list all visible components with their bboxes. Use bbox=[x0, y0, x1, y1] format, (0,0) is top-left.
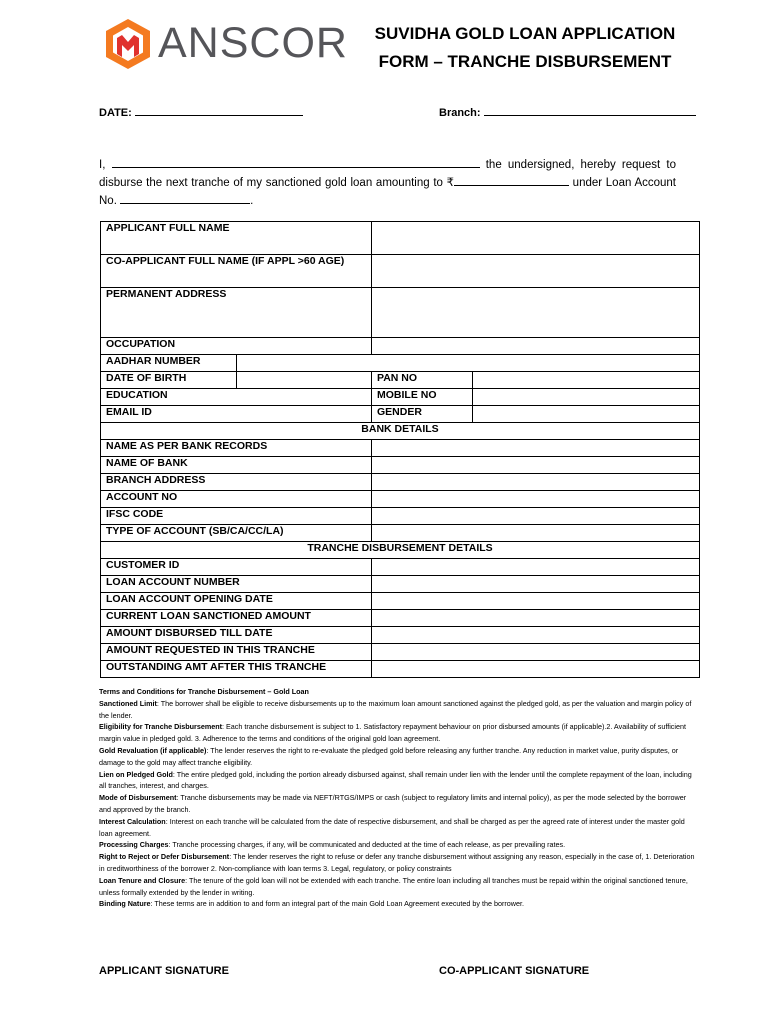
bank-row-input[interactable] bbox=[372, 474, 700, 491]
applicant-name-blank[interactable] bbox=[112, 158, 480, 168]
branch-blank[interactable] bbox=[484, 105, 696, 116]
aadhar-label: AADHAR NUMBER bbox=[101, 355, 237, 372]
tranche-row-label: LOAN ACCOUNT NUMBER bbox=[101, 576, 372, 593]
request-paragraph bbox=[99, 156, 676, 210]
address-label: PERMANENT ADDRESS bbox=[101, 288, 372, 338]
bank-row-input[interactable] bbox=[372, 457, 700, 474]
aadhar-digit-boxes[interactable] bbox=[237, 355, 700, 372]
mobile-digit-boxes[interactable] bbox=[473, 389, 700, 406]
pan-label: PAN NO bbox=[372, 372, 473, 389]
tranche-row-input[interactable] bbox=[372, 661, 700, 678]
tranche-row-input[interactable] bbox=[372, 593, 700, 610]
terms-item: Interest Calculation: Interest on each tranche will be calculated from the date of respective disbursement, and shall be charged as per the agreed rate of interest under the master gold loan agreement. bbox=[99, 816, 685, 838]
anscor-logo-icon bbox=[105, 18, 151, 70]
co-applicant-signature-label: CO-APPLICANT SIGNATURE bbox=[439, 965, 590, 977]
email-label: EMAIL ID bbox=[101, 406, 372, 423]
table-row bbox=[101, 355, 700, 372]
table-row bbox=[101, 508, 700, 525]
form-title-line1: SUVIDHA GOLD LOAN APPLICATION bbox=[374, 24, 676, 43]
table-row bbox=[101, 389, 700, 406]
intro-text-3: under Loan Account No. bbox=[99, 177, 676, 207]
co-applicant-name-label: CO-APPLICANT FULL NAME (IF APPL >60 AGE) bbox=[101, 255, 372, 288]
bank-row-input[interactable] bbox=[372, 508, 700, 525]
loan-account-blank[interactable] bbox=[120, 194, 250, 204]
terms-item: Eligibility for Tranche Disbursement: Each tranche disbursement is subject to 1. Satisfactory repayment behaviour on prior disbursed amounts (if applicable).2. Availability of sufficient margin value in pledged gold. 3. Adherence to the terms and conditions of the original gold loan agreement. bbox=[99, 722, 686, 744]
bank-row-label: ACCOUNT NO bbox=[101, 491, 372, 508]
table-row bbox=[101, 288, 700, 338]
applicant-signature-label: APPLICANT SIGNATURE bbox=[99, 965, 229, 977]
bank-row-input[interactable] bbox=[372, 440, 700, 457]
date-blank[interactable] bbox=[135, 105, 303, 116]
occupation-input[interactable] bbox=[372, 338, 700, 355]
bank-row-label: TYPE OF ACCOUNT (SB/CA/CC/LA) bbox=[101, 525, 372, 542]
address-input[interactable] bbox=[372, 288, 700, 338]
applicant-name-label: APPLICANT FULL NAME bbox=[101, 222, 372, 255]
applicant-name-input[interactable] bbox=[372, 222, 700, 255]
terms-item: Loan Tenure and Closure: The tenure of the gold loan will not be extended with each tranche. The entire loan including all tranches must be repaid within the original sanctioned tenure, unless formally extended by the lender in writing. bbox=[99, 875, 688, 897]
tranche-row-input[interactable] bbox=[372, 559, 700, 576]
tranche-row-label: CURRENT LOAN SANCTIONED AMOUNT bbox=[101, 610, 372, 627]
date-label: DATE: bbox=[99, 107, 132, 119]
table-row bbox=[101, 440, 700, 457]
bank-details-heading: BANK DETAILS bbox=[101, 423, 700, 440]
tranche-row-input[interactable] bbox=[372, 576, 700, 593]
table-row bbox=[101, 644, 700, 661]
terms-item: Lien on Pledged Gold: The entire pledged gold, including the portion already disbursed against, shall remain under lien with the lender until the complete repayment of the loan, including all tranches, interest, and charges. bbox=[99, 769, 692, 791]
intro-text-2: the undersigned, hereby request to disburse the next tranche of my sanctioned gold loan amounting to ₹ bbox=[99, 159, 676, 189]
bank-row-label: IFSC CODE bbox=[101, 508, 372, 525]
bank-row-input[interactable] bbox=[372, 491, 700, 508]
tranche-row-label: AMOUNT DISBURSED TILL DATE bbox=[101, 627, 372, 644]
occupation-label: OCCUPATION bbox=[101, 338, 372, 355]
tranche-details-heading: TRANCHE DISBURSEMENT DETAILS bbox=[101, 542, 700, 559]
table-row bbox=[101, 627, 700, 644]
terms-item: Sanctioned Limit: The borrower shall be eligible to receive disbursements up to the maximum loan amount sanctioned against the pledged gold, as per the valuation and margin policy of the lender. bbox=[99, 698, 692, 720]
table-row bbox=[101, 661, 700, 678]
terms-item: Mode of Disbursement: Tranche disbursements may be made via NEFT/RTGS/IMPS or cash (subject to regulatory limits and internal policy), as per the mode selected by the borrower and approved by the branch. bbox=[99, 793, 687, 814]
gender-label: GENDER bbox=[372, 406, 473, 423]
brand-name: ANSCOR bbox=[158, 19, 348, 67]
tranche-row-input[interactable] bbox=[372, 610, 700, 627]
tranche-row-label: AMOUNT REQUESTED IN THIS TRANCHE bbox=[101, 644, 372, 661]
pan-digit-boxes[interactable] bbox=[473, 372, 700, 389]
terms-item: Binding Nature: These terms are in addition to and form an integral part of the main Gold Loan Agreement executed by the borrower. bbox=[99, 899, 524, 909]
education-label: EDUCATION bbox=[101, 389, 372, 406]
dob-digit-boxes[interactable] bbox=[237, 372, 372, 389]
application-table bbox=[100, 221, 700, 678]
table-row bbox=[101, 576, 700, 593]
bank-row-label: NAME AS PER BANK RECORDS bbox=[101, 440, 372, 457]
table-row bbox=[101, 222, 700, 255]
tranche-row-input[interactable] bbox=[372, 627, 700, 644]
table-row bbox=[101, 372, 700, 389]
table-row bbox=[101, 457, 700, 474]
terms-item: Gold Revaluation (if applicable): The lender reserves the right to re-evaluate the pledged gold before releasing any further tranche. Any reduction in market value, purity disputes, or damage to the gold may affect tranche eligibility. bbox=[99, 745, 679, 767]
bank-row-input[interactable] bbox=[372, 525, 700, 542]
tranche-row-label: LOAN ACCOUNT OPENING DATE bbox=[101, 593, 372, 610]
dob-label: DATE OF BIRTH bbox=[101, 372, 237, 389]
table-row bbox=[101, 542, 700, 559]
form-title-line2: FORM – TRANCHE DISBURSEMENT bbox=[378, 52, 672, 71]
intro-text-4: . bbox=[250, 195, 254, 207]
terms-item: Right to Reject or Defer Disbursement: The lender reserves the right to refuse or defer any tranche disbursement without assigning any reason, especially in the case of, 1. Deterioration in creditworthiness of the borrower 2. Non-compliance with loan terms 3. Legal, regulatory, or policy constraints bbox=[99, 852, 695, 873]
gender-input[interactable] bbox=[473, 406, 700, 423]
table-row bbox=[101, 525, 700, 542]
intro-text-1: I, bbox=[99, 159, 106, 171]
branch-field bbox=[439, 105, 696, 119]
table-row bbox=[101, 610, 700, 627]
table-row bbox=[101, 338, 700, 355]
branch-label: Branch: bbox=[439, 107, 481, 119]
table-row bbox=[101, 559, 700, 576]
table-row bbox=[101, 474, 700, 491]
table-row bbox=[101, 255, 700, 288]
tranche-row-input[interactable] bbox=[372, 644, 700, 661]
table-row bbox=[101, 406, 700, 423]
date-field bbox=[99, 105, 303, 119]
form-title bbox=[350, 20, 700, 76]
bank-row-label: BRANCH ADDRESS bbox=[101, 474, 372, 491]
terms-title: Terms and Conditions for Tranche Disbursement – Gold Loan bbox=[99, 687, 309, 696]
tranche-row-label: CUSTOMER ID bbox=[101, 559, 372, 576]
co-applicant-name-input[interactable] bbox=[372, 255, 700, 288]
mobile-label: MOBILE NO bbox=[372, 389, 473, 406]
table-row bbox=[101, 593, 700, 610]
tranche-row-label: OUTSTANDING AMT AFTER THIS TRANCHE bbox=[101, 661, 372, 678]
table-row bbox=[101, 491, 700, 508]
terms-item: Processing Charges: Tranche processing charges, if any, will be communicated and deducted at the time of each release, as per prevailing rates. bbox=[99, 840, 566, 850]
bank-row-label: NAME OF BANK bbox=[101, 457, 372, 474]
terms-and-conditions bbox=[99, 686, 699, 910]
amount-blank[interactable] bbox=[454, 176, 569, 186]
table-row bbox=[101, 423, 700, 440]
